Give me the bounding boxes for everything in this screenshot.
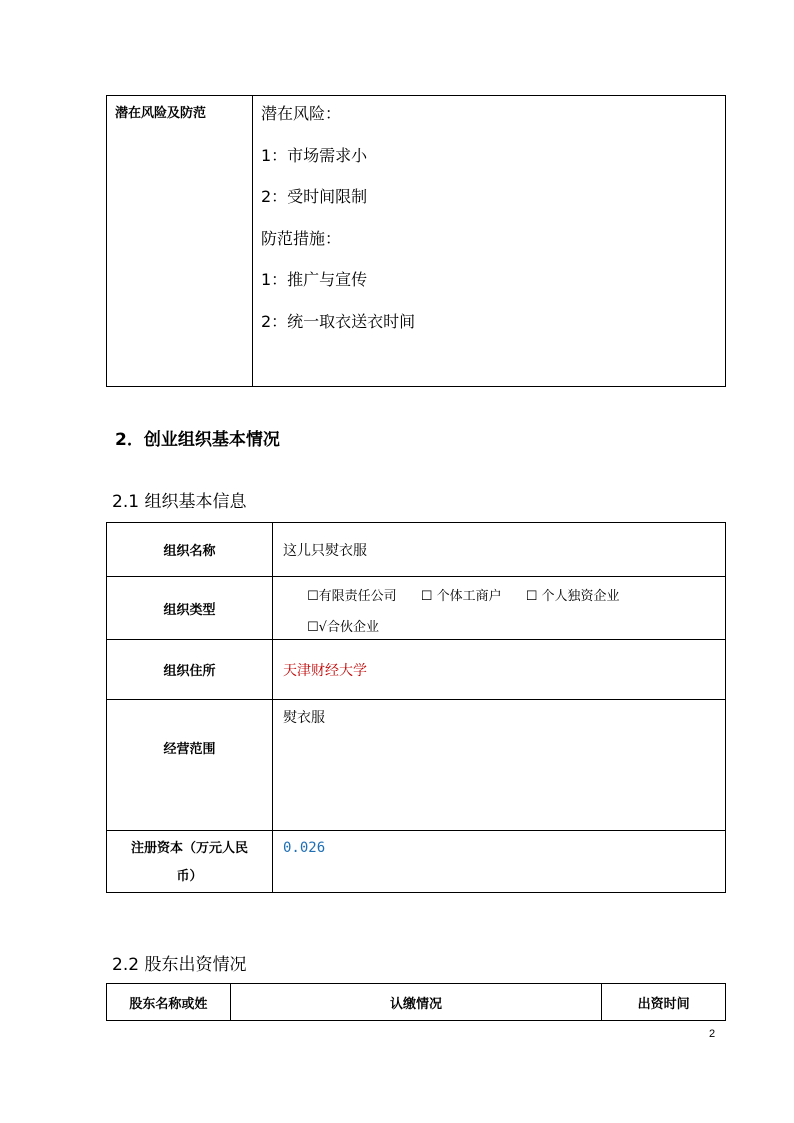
risk-table: [106, 95, 726, 387]
table-row: [107, 831, 726, 893]
table-row: [107, 523, 726, 577]
risk-line: 1：市场需求小: [261, 145, 368, 165]
risk-line: 1：推广与宣传: [261, 270, 368, 290]
risk-line: 2：统一取衣送衣时间: [261, 311, 416, 331]
registered-capital-key-line1: 注册资本（万元人民: [130, 841, 248, 856]
org-address-key: 组织住所: [107, 640, 273, 700]
registered-capital-key-line2: 币）: [176, 869, 203, 884]
org-info-table: [106, 522, 726, 893]
checkbox-llc[interactable]: ☐有限责任公司: [307, 589, 397, 604]
column-header-contribution-time: 出资时间: [602, 984, 726, 1021]
table-row: [107, 577, 726, 640]
page-number: 2: [709, 1028, 716, 1040]
section-title: 2．创业组织基本情况: [115, 430, 280, 450]
org-address-value: 天津财经大学: [273, 640, 726, 700]
risk-line: 防范措施：: [261, 228, 342, 248]
business-scope-key: 经营范围: [107, 700, 273, 831]
shareholder-table: [106, 983, 726, 1021]
registered-capital-value: [273, 831, 726, 893]
checkbox-partnership[interactable]: ☐√合伙企业: [307, 620, 379, 635]
subsection-title-shareholders: 2.2 股东出资情况: [112, 955, 247, 975]
org-type-options: [273, 577, 726, 640]
org-name-key: 组织名称: [107, 523, 273, 577]
risk-line: 2：受时间限制: [261, 187, 368, 207]
column-header-shareholder-name: 股东名称或姓: [107, 984, 231, 1021]
checkbox-individual-business[interactable]: ☐ 个体工商户: [420, 589, 502, 604]
subsection-title-org-info: 2.1 组织基本信息: [112, 492, 247, 512]
risk-line: 潜在风险：: [261, 104, 342, 123]
registered-capital-amount: 0.026: [283, 840, 326, 856]
table-row: [107, 640, 726, 700]
checkbox-sole-proprietorship[interactable]: ☐ 个人独资企业: [525, 589, 620, 604]
org-type-key: 组织类型: [107, 577, 273, 640]
business-scope-value: 熨衣服: [273, 700, 726, 831]
table-header-row: [107, 984, 726, 1021]
table-row: [107, 700, 726, 831]
registered-capital-key: [107, 831, 273, 893]
risk-content: [253, 96, 726, 387]
risk-label: 潜在风险及防范: [107, 96, 253, 387]
column-header-subscription: 认缴情况: [230, 984, 601, 1021]
org-name-value: 这儿只熨衣服: [273, 523, 726, 577]
